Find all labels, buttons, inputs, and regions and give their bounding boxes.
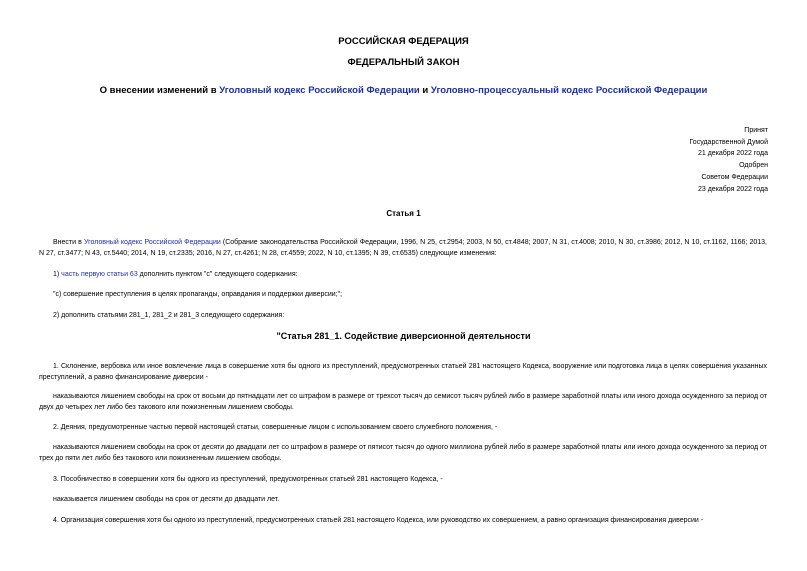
part-1-text: 1. Склонение, вербовка или иное вовлечение лица в совершение хотя бы одного из преступлений, предусмотренных статьей 281 настоящего Кодекса, вооружение или подготовка лица в целях совершения указанных преступлений, а равно финансирование диверсии -: [39, 363, 767, 381]
part-2-penalty: наказываются лишением свободы на срок от десяти до двадцати лет со штрафом в размере от пятисот тысяч до одного миллиона рублей либо в размере заработной платы или иного дохода осужденного за период от трех до пяти лет либо без такового или пожизненным лишением свободы.: [39, 444, 767, 462]
part-3-penalty: наказывается лишением свободы на срок от десяти до двадцати лет.: [53, 496, 280, 503]
document-title: [0, 85, 807, 96]
item-1-prefix: 1): [53, 271, 62, 278]
part-2-text: 2. Деяния, предусмотренные частью первой настоящей статьи, совершенные лицом с использованием своего служебного положения, -: [53, 424, 498, 431]
approved-by: Советом Федерации: [701, 173, 768, 181]
part-3-text: 3. Пособничество в совершении хотя бы одного из преступлений, предусмотренных статьей 281 настоящего Кодекса, -: [53, 476, 443, 483]
title-text-part1: О внесении изменений в: [99, 85, 220, 96]
intro-criminal-code-link[interactable]: Уголовный кодекс Российской Федерации: [83, 239, 221, 246]
part-1-penalty: наказываются лишением свободы на срок от восьми до пятнадцати лет со штрафом в размере от трехсот тысяч до семисот тысяч рублей либо в размере заработной платы или иного дохода осужденного за период от двух до четырех лет либо без такового или пожизненным лишением свободы.: [39, 393, 767, 411]
intro-rest: (Собрание законодательства Российской Федерации, 1996, N 25, ст.2954; 2003, N 50, ст.4848; 2007, N 31, ст.4008; 2010, N 30, ст.3986; 2012, N 10, ст.1162, 1166; 2013, N 27, ст.3477; N 43, ст.5440; 2014, N 19, ст.2335; 2016, N 27, ст.4261; N 28, ст.4559; 2022, N 10, ст.1395; N 39, ст.6535) следующие изменения:: [39, 239, 767, 257]
article-1-intro: [39, 238, 767, 259]
article-1-heading: Статья 1: [386, 209, 421, 218]
intro-prefix: Внести в: [53, 239, 84, 246]
adopted-date: 21 декабря 2022 года: [697, 150, 768, 158]
adopted-label: Принят: [744, 127, 768, 134]
criminal-code-link[interactable]: Уголовный кодекс Российской Федерации: [219, 85, 420, 96]
approved-label: Одобрен: [739, 162, 768, 170]
new-article-heading: "Статья 281_1. Содействие диверсионной деятельности: [276, 331, 531, 341]
adoption-block: [689, 125, 768, 195]
item-1-rest: дополнить пунктом "с" следующего содержания:: [137, 271, 298, 278]
adopted-by: Государственной Думой: [689, 138, 768, 146]
approved-date: 23 декабря 2022 года: [697, 185, 768, 193]
article-63-link[interactable]: часть первую статьи 63: [61, 271, 138, 278]
item-1: [39, 270, 767, 281]
criminal-procedure-code-link[interactable]: Уголовно-процессуальный кодекс Российской Федерации: [430, 85, 708, 96]
country-heading: РОССИЙСКАЯ ФЕДЕРАЦИЯ: [338, 36, 469, 47]
title-text-part2: и: [419, 85, 431, 96]
item-1-quote: "с) совершение преступления в целях пропаганды, оправдания и поддержки диверсии;";: [53, 291, 343, 298]
law-type-heading: ФЕДЕРАЛЬНЫЙ ЗАКОН: [347, 57, 460, 68]
part-4-text: 4. Организация совершения хотя бы одного из преступлений, предусмотренных статьей 281 настоящего Кодекса, или руководство их совершением, а равно организация финансирования диверсии -: [53, 517, 704, 524]
item-2: 2) дополнить статьями 281_1, 281_2 и 281_3 следующего содержания:: [53, 312, 285, 319]
